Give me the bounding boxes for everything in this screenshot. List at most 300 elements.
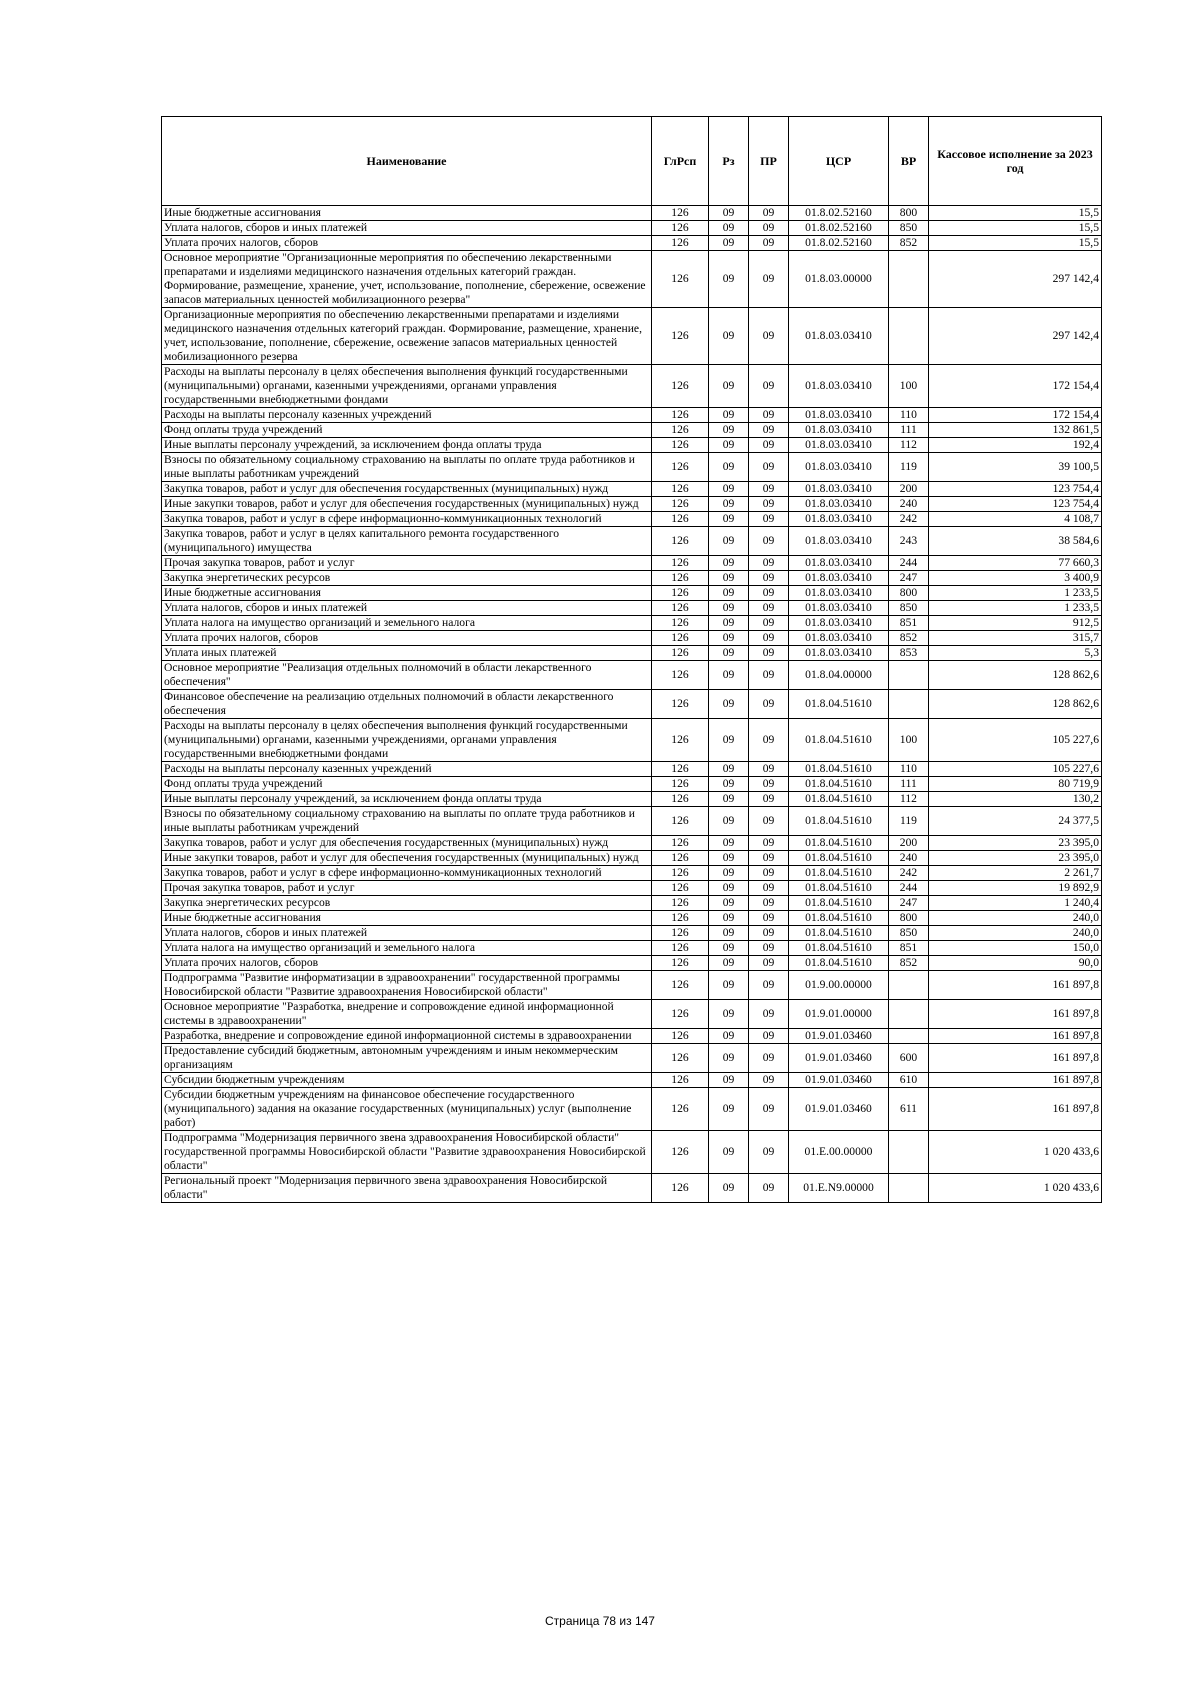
cell-vr: 119 — [889, 807, 929, 836]
cell-csr: 01.9.01.03460 — [789, 1073, 889, 1088]
cell-glrsp: 126 — [652, 1174, 709, 1203]
table-row — [162, 1029, 1102, 1044]
cell-amount: 90,0 — [929, 956, 1102, 971]
cell-vr: 850 — [889, 221, 929, 236]
table-row — [162, 956, 1102, 971]
cell-name: Организационные мероприятия по обеспечению лекарственными препаратами и изделиями медицинского назначения отдельных категорий граждан. Формирование, размещение, хранение, учет, использование, пополнение, сбережение, освежение запасов материальных ценностей мобилизационного резерва — [162, 308, 652, 365]
table-header-row — [162, 117, 1102, 206]
table-row — [162, 851, 1102, 866]
cell-glrsp: 126 — [652, 251, 709, 308]
cell-csr: 01.8.04.51610 — [789, 881, 889, 896]
cell-rz: 09 — [709, 719, 749, 762]
table-row — [162, 556, 1102, 571]
cell-csr: 01.8.04.51610 — [789, 926, 889, 941]
cell-csr: 01.8.03.03410 — [789, 527, 889, 556]
cell-glrsp: 126 — [652, 423, 709, 438]
cell-glrsp: 126 — [652, 911, 709, 926]
cell-pr: 09 — [749, 1029, 789, 1044]
cell-csr: 01.9.00.00000 — [789, 971, 889, 1000]
cell-glrsp: 126 — [652, 646, 709, 661]
cell-vr — [889, 661, 929, 690]
table-row — [162, 308, 1102, 365]
cell-csr: 01.8.02.52160 — [789, 221, 889, 236]
cell-pr: 09 — [749, 236, 789, 251]
cell-pr: 09 — [749, 792, 789, 807]
cell-name: Основное мероприятие "Реализация отдельных полномочий в области лекарственного обеспечения" — [162, 661, 652, 690]
cell-pr: 09 — [749, 836, 789, 851]
cell-glrsp: 126 — [652, 308, 709, 365]
cell-pr: 09 — [749, 911, 789, 926]
cell-pr: 09 — [749, 661, 789, 690]
cell-amount: 24 377,5 — [929, 807, 1102, 836]
cell-csr: 01.8.04.51610 — [789, 941, 889, 956]
cell-name: Иные бюджетные ассигнования — [162, 206, 652, 221]
cell-rz: 09 — [709, 616, 749, 631]
cell-amount: 3 400,9 — [929, 571, 1102, 586]
cell-csr: 01.8.03.03410 — [789, 556, 889, 571]
cell-amount: 105 227,6 — [929, 762, 1102, 777]
cell-amount: 23 395,0 — [929, 851, 1102, 866]
cell-rz: 09 — [709, 777, 749, 792]
cell-csr: 01.8.04.51610 — [789, 690, 889, 719]
cell-glrsp: 126 — [652, 631, 709, 646]
cell-pr: 09 — [749, 807, 789, 836]
table-row — [162, 512, 1102, 527]
cell-rz: 09 — [709, 1131, 749, 1174]
table-row — [162, 236, 1102, 251]
cell-amount: 240,0 — [929, 911, 1102, 926]
table-row — [162, 586, 1102, 601]
cell-glrsp: 126 — [652, 512, 709, 527]
table-row — [162, 807, 1102, 836]
cell-csr: 01.8.02.52160 — [789, 236, 889, 251]
cell-glrsp: 126 — [652, 661, 709, 690]
cell-pr: 09 — [749, 527, 789, 556]
cell-vr: 851 — [889, 616, 929, 631]
cell-amount: 1 020 433,6 — [929, 1131, 1102, 1174]
cell-amount: 38 584,6 — [929, 527, 1102, 556]
page-number: Страница 78 из 147 — [545, 1614, 655, 1628]
cell-amount: 39 100,5 — [929, 453, 1102, 482]
cell-pr: 09 — [749, 482, 789, 497]
cell-rz: 09 — [709, 661, 749, 690]
cell-amount: 4 108,7 — [929, 512, 1102, 527]
cell-amount: 161 897,8 — [929, 1073, 1102, 1088]
cell-vr: 244 — [889, 881, 929, 896]
cell-csr: 01.8.03.03410 — [789, 438, 889, 453]
header-csr: ЦСР — [789, 117, 889, 206]
cell-glrsp: 126 — [652, 719, 709, 762]
cell-glrsp: 126 — [652, 221, 709, 236]
cell-amount: 15,5 — [929, 221, 1102, 236]
cell-amount: 150,0 — [929, 941, 1102, 956]
cell-glrsp: 126 — [652, 690, 709, 719]
cell-glrsp: 126 — [652, 896, 709, 911]
table-row — [162, 1131, 1102, 1174]
cell-rz: 09 — [709, 836, 749, 851]
cell-amount: 19 892,9 — [929, 881, 1102, 896]
cell-amount: 315,7 — [929, 631, 1102, 646]
header-glrsp: ГлРсп — [652, 117, 709, 206]
cell-pr: 09 — [749, 571, 789, 586]
cell-name: Расходы на выплаты персоналу казенных учреждений — [162, 762, 652, 777]
cell-rz: 09 — [709, 971, 749, 1000]
cell-pr: 09 — [749, 762, 789, 777]
cell-vr: 100 — [889, 719, 929, 762]
cell-rz: 09 — [709, 631, 749, 646]
cell-csr: 01.9.01.03460 — [789, 1044, 889, 1073]
cell-csr: 01.8.04.00000 — [789, 661, 889, 690]
cell-rz: 09 — [709, 762, 749, 777]
cell-csr: 01.8.03.03410 — [789, 586, 889, 601]
cell-name: Основное мероприятие "Разработка, внедрение и сопровождение единой информационной системы в здравоохранении" — [162, 1000, 652, 1029]
cell-rz: 09 — [709, 423, 749, 438]
cell-glrsp: 126 — [652, 556, 709, 571]
cell-vr — [889, 971, 929, 1000]
cell-vr: 242 — [889, 866, 929, 881]
cell-pr: 09 — [749, 601, 789, 616]
cell-csr: 01.8.03.03410 — [789, 512, 889, 527]
cell-pr: 09 — [749, 423, 789, 438]
cell-csr: 01.8.03.03410 — [789, 571, 889, 586]
cell-rz: 09 — [709, 482, 749, 497]
cell-rz: 09 — [709, 586, 749, 601]
table-row — [162, 911, 1102, 926]
table-row — [162, 221, 1102, 236]
table-row — [162, 408, 1102, 423]
cell-amount: 172 154,4 — [929, 408, 1102, 423]
table-row — [162, 1000, 1102, 1029]
table-row — [162, 438, 1102, 453]
cell-pr: 09 — [749, 851, 789, 866]
table-row — [162, 1073, 1102, 1088]
table-row — [162, 941, 1102, 956]
cell-pr: 09 — [749, 206, 789, 221]
cell-name: Иные бюджетные ассигнования — [162, 911, 652, 926]
cell-csr: 01.9.01.00000 — [789, 1000, 889, 1029]
cell-vr: 243 — [889, 527, 929, 556]
cell-amount: 161 897,8 — [929, 1088, 1102, 1131]
cell-csr: 01.8.04.51610 — [789, 836, 889, 851]
cell-csr: 01.8.03.00000 — [789, 251, 889, 308]
cell-rz: 09 — [709, 866, 749, 881]
cell-csr: 01.8.04.51610 — [789, 866, 889, 881]
cell-amount: 123 754,4 — [929, 497, 1102, 512]
cell-amount: 128 862,6 — [929, 661, 1102, 690]
cell-amount: 161 897,8 — [929, 1044, 1102, 1073]
cell-rz: 09 — [709, 527, 749, 556]
cell-vr: 852 — [889, 236, 929, 251]
cell-name: Предоставление субсидий бюджетным, автономным учреждениям и иным некоммерческим организациям — [162, 1044, 652, 1073]
table-row — [162, 926, 1102, 941]
cell-amount: 128 862,6 — [929, 690, 1102, 719]
cell-name: Иные выплаты персоналу учреждений, за исключением фонда оплаты труда — [162, 438, 652, 453]
cell-glrsp: 126 — [652, 971, 709, 1000]
cell-vr: 852 — [889, 631, 929, 646]
header-pr: ПР — [749, 117, 789, 206]
cell-vr: 850 — [889, 926, 929, 941]
cell-rz: 09 — [709, 206, 749, 221]
cell-rz: 09 — [709, 365, 749, 408]
cell-vr — [889, 690, 929, 719]
cell-rz: 09 — [709, 556, 749, 571]
table-row — [162, 482, 1102, 497]
table-row — [162, 792, 1102, 807]
cell-amount: 1 020 433,6 — [929, 1174, 1102, 1203]
cell-pr: 09 — [749, 719, 789, 762]
header-name: Наименование — [162, 117, 652, 206]
cell-rz: 09 — [709, 807, 749, 836]
cell-pr: 09 — [749, 971, 789, 1000]
table-row — [162, 206, 1102, 221]
cell-glrsp: 126 — [652, 956, 709, 971]
cell-vr: 110 — [889, 408, 929, 423]
cell-glrsp: 126 — [652, 866, 709, 881]
cell-glrsp: 126 — [652, 453, 709, 482]
cell-pr: 09 — [749, 408, 789, 423]
cell-vr: 111 — [889, 423, 929, 438]
cell-vr: 247 — [889, 571, 929, 586]
cell-pr: 09 — [749, 453, 789, 482]
cell-name: Субсидии бюджетным учреждениям — [162, 1073, 652, 1088]
cell-pr: 09 — [749, 631, 789, 646]
cell-amount: 15,5 — [929, 236, 1102, 251]
cell-name: Прочая закупка товаров, работ и услуг — [162, 881, 652, 896]
cell-name: Подпрограмма "Модернизация первичного звена здравоохранения Новосибирской области" государственной программы Новосибирской области "Развитие здравоохранения Новосибирской области" — [162, 1131, 652, 1174]
cell-name: Основное мероприятие "Организационные мероприятия по обеспечению лекарственными препаратами и изделиями медицинского назначения отдельных категорий граждан. Формирование, размещение, хранение, учет, использование, пополнение, сбережение, освежение запасов материальных ценностей мобилизационного резерва" — [162, 251, 652, 308]
cell-pr: 09 — [749, 365, 789, 408]
cell-vr: 610 — [889, 1073, 929, 1088]
cell-csr: 01.8.04.51610 — [789, 792, 889, 807]
cell-vr: 112 — [889, 438, 929, 453]
cell-pr: 09 — [749, 1131, 789, 1174]
table-row — [162, 616, 1102, 631]
table-row — [162, 646, 1102, 661]
cell-rz: 09 — [709, 1029, 749, 1044]
cell-rz: 09 — [709, 1073, 749, 1088]
cell-amount: 5,3 — [929, 646, 1102, 661]
cell-rz: 09 — [709, 236, 749, 251]
cell-rz: 09 — [709, 1044, 749, 1073]
cell-rz: 09 — [709, 911, 749, 926]
cell-name: Иные бюджетные ассигнования — [162, 586, 652, 601]
cell-pr: 09 — [749, 586, 789, 601]
cell-glrsp: 126 — [652, 527, 709, 556]
cell-rz: 09 — [709, 881, 749, 896]
cell-amount: 105 227,6 — [929, 719, 1102, 762]
cell-amount: 77 660,3 — [929, 556, 1102, 571]
cell-pr: 09 — [749, 1073, 789, 1088]
cell-glrsp: 126 — [652, 1131, 709, 1174]
cell-name: Фонд оплаты труда учреждений — [162, 423, 652, 438]
table-row — [162, 251, 1102, 308]
cell-vr: 600 — [889, 1044, 929, 1073]
table-row — [162, 571, 1102, 586]
cell-rz: 09 — [709, 221, 749, 236]
cell-csr: 01.8.03.03410 — [789, 408, 889, 423]
cell-pr: 09 — [749, 512, 789, 527]
cell-glrsp: 126 — [652, 1000, 709, 1029]
cell-vr: 240 — [889, 851, 929, 866]
cell-csr: 01.8.03.03410 — [789, 497, 889, 512]
cell-glrsp: 126 — [652, 206, 709, 221]
cell-csr: 01.9.01.03460 — [789, 1088, 889, 1131]
cell-glrsp: 126 — [652, 482, 709, 497]
cell-pr: 09 — [749, 497, 789, 512]
cell-vr: 800 — [889, 206, 929, 221]
cell-name: Фонд оплаты труда учреждений — [162, 777, 652, 792]
cell-vr: 853 — [889, 646, 929, 661]
cell-vr: 852 — [889, 956, 929, 971]
cell-vr — [889, 308, 929, 365]
table-row — [162, 866, 1102, 881]
table-row — [162, 971, 1102, 1000]
table-row — [162, 1088, 1102, 1131]
cell-name: Уплата налога на имущество организаций и земельного налога — [162, 941, 652, 956]
cell-csr: 01.8.03.03410 — [789, 453, 889, 482]
cell-amount: 80 719,9 — [929, 777, 1102, 792]
cell-vr — [889, 1000, 929, 1029]
table-row — [162, 1044, 1102, 1073]
cell-glrsp: 126 — [652, 365, 709, 408]
cell-pr: 09 — [749, 866, 789, 881]
cell-glrsp: 126 — [652, 1029, 709, 1044]
table-row — [162, 762, 1102, 777]
cell-name: Расходы на выплаты персоналу казенных учреждений — [162, 408, 652, 423]
cell-amount: 15,5 — [929, 206, 1102, 221]
table-row — [162, 1174, 1102, 1203]
cell-amount: 161 897,8 — [929, 971, 1102, 1000]
cell-vr: 240 — [889, 497, 929, 512]
cell-name: Финансовое обеспечение на реализацию отдельных полномочий в области лекарственного обеспечения — [162, 690, 652, 719]
cell-csr: 01.Е.N9.00000 — [789, 1174, 889, 1203]
cell-glrsp: 126 — [652, 601, 709, 616]
cell-csr: 01.8.04.51610 — [789, 777, 889, 792]
table-row — [162, 365, 1102, 408]
cell-vr: 800 — [889, 586, 929, 601]
cell-csr: 01.Е.00.00000 — [789, 1131, 889, 1174]
cell-amount: 297 142,4 — [929, 251, 1102, 308]
cell-amount: 2 261,7 — [929, 866, 1102, 881]
cell-amount: 912,5 — [929, 616, 1102, 631]
cell-vr: 244 — [889, 556, 929, 571]
cell-glrsp: 126 — [652, 1044, 709, 1073]
cell-glrsp: 126 — [652, 1088, 709, 1131]
table-body — [162, 206, 1102, 1203]
cell-name: Уплата налогов, сборов и иных платежей — [162, 926, 652, 941]
cell-vr: 111 — [889, 777, 929, 792]
cell-vr: 100 — [889, 365, 929, 408]
cell-rz: 09 — [709, 408, 749, 423]
cell-csr: 01.9.01.03460 — [789, 1029, 889, 1044]
cell-amount: 192,4 — [929, 438, 1102, 453]
cell-glrsp: 126 — [652, 851, 709, 866]
cell-rz: 09 — [709, 851, 749, 866]
cell-name: Уплата прочих налогов, сборов — [162, 956, 652, 971]
cell-vr: 247 — [889, 896, 929, 911]
table-row — [162, 881, 1102, 896]
cell-rz: 09 — [709, 896, 749, 911]
cell-glrsp: 126 — [652, 941, 709, 956]
cell-csr: 01.8.04.51610 — [789, 956, 889, 971]
table-row — [162, 601, 1102, 616]
cell-rz: 09 — [709, 792, 749, 807]
budget-table-container — [161, 116, 1101, 1203]
cell-name: Иные закупки товаров, работ и услуг для обеспечения государственных (муниципальных) нужд — [162, 497, 652, 512]
cell-glrsp: 126 — [652, 571, 709, 586]
cell-amount: 130,2 — [929, 792, 1102, 807]
cell-rz: 09 — [709, 1000, 749, 1029]
table-row — [162, 896, 1102, 911]
header-rz: Рз — [709, 117, 749, 206]
cell-pr: 09 — [749, 1044, 789, 1073]
table-row — [162, 836, 1102, 851]
cell-name: Региональный проект "Модернизация первичного звена здравоохранения Новосибирской области" — [162, 1174, 652, 1203]
cell-pr: 09 — [749, 941, 789, 956]
cell-pr: 09 — [749, 646, 789, 661]
cell-vr: 850 — [889, 601, 929, 616]
table-row — [162, 423, 1102, 438]
cell-glrsp: 126 — [652, 792, 709, 807]
cell-vr: 242 — [889, 512, 929, 527]
cell-pr: 09 — [749, 1000, 789, 1029]
cell-rz: 09 — [709, 512, 749, 527]
cell-amount: 297 142,4 — [929, 308, 1102, 365]
cell-name: Субсидии бюджетным учреждениям на финансовое обеспечение государственного (муниципального) задания на оказание государственных (муниципальных) услуг (выполнение работ) — [162, 1088, 652, 1131]
cell-rz: 09 — [709, 438, 749, 453]
cell-pr: 09 — [749, 616, 789, 631]
cell-csr: 01.8.04.51610 — [789, 911, 889, 926]
cell-glrsp: 126 — [652, 408, 709, 423]
cell-name: Уплата прочих налогов, сборов — [162, 236, 652, 251]
cell-pr: 09 — [749, 777, 789, 792]
cell-name: Подпрограмма "Развитие информатизации в здравоохранении" государственной программы Новосибирской области "Развитие здравоохранения Новосибирской области" — [162, 971, 652, 1000]
cell-amount: 132 861,5 — [929, 423, 1102, 438]
cell-glrsp: 126 — [652, 836, 709, 851]
cell-name: Закупка энергетических ресурсов — [162, 571, 652, 586]
header-vr: ВР — [889, 117, 929, 206]
cell-name: Закупка товаров, работ и услуг для обеспечения государственных (муниципальных) нужд — [162, 482, 652, 497]
cell-rz: 09 — [709, 1174, 749, 1203]
cell-pr: 09 — [749, 690, 789, 719]
cell-csr: 01.8.04.51610 — [789, 807, 889, 836]
cell-name: Взносы по обязательному социальному страхованию на выплаты по оплате труда работников и иные выплаты работникам учреждений — [162, 807, 652, 836]
cell-amount: 1 240,4 — [929, 896, 1102, 911]
cell-glrsp: 126 — [652, 586, 709, 601]
cell-vr: 611 — [889, 1088, 929, 1131]
cell-name: Расходы на выплаты персоналу в целях обеспечения выполнения функций государственными (муниципальными) органами, казенными учреждениями, органами управления государственными внебюджетными фондами — [162, 365, 652, 408]
cell-glrsp: 126 — [652, 497, 709, 512]
cell-rz: 09 — [709, 308, 749, 365]
cell-name: Расходы на выплаты персоналу в целях обеспечения выполнения функций государственными (муниципальными) органами, казенными учреждениями, органами управления государственными внебюджетными фондами — [162, 719, 652, 762]
cell-glrsp: 126 — [652, 777, 709, 792]
cell-csr: 01.8.03.03410 — [789, 365, 889, 408]
cell-vr: 112 — [889, 792, 929, 807]
cell-name: Уплата прочих налогов, сборов — [162, 631, 652, 646]
cell-rz: 09 — [709, 690, 749, 719]
cell-name: Уплата иных платежей — [162, 646, 652, 661]
cell-vr: 851 — [889, 941, 929, 956]
cell-csr: 01.8.03.03410 — [789, 601, 889, 616]
cell-rz: 09 — [709, 926, 749, 941]
table-row — [162, 690, 1102, 719]
cell-vr — [889, 1174, 929, 1203]
cell-name: Закупка товаров, работ и услуг для обеспечения государственных (муниципальных) нужд — [162, 836, 652, 851]
cell-rz: 09 — [709, 571, 749, 586]
cell-rz: 09 — [709, 646, 749, 661]
cell-name: Уплата налога на имущество организаций и земельного налога — [162, 616, 652, 631]
cell-rz: 09 — [709, 956, 749, 971]
